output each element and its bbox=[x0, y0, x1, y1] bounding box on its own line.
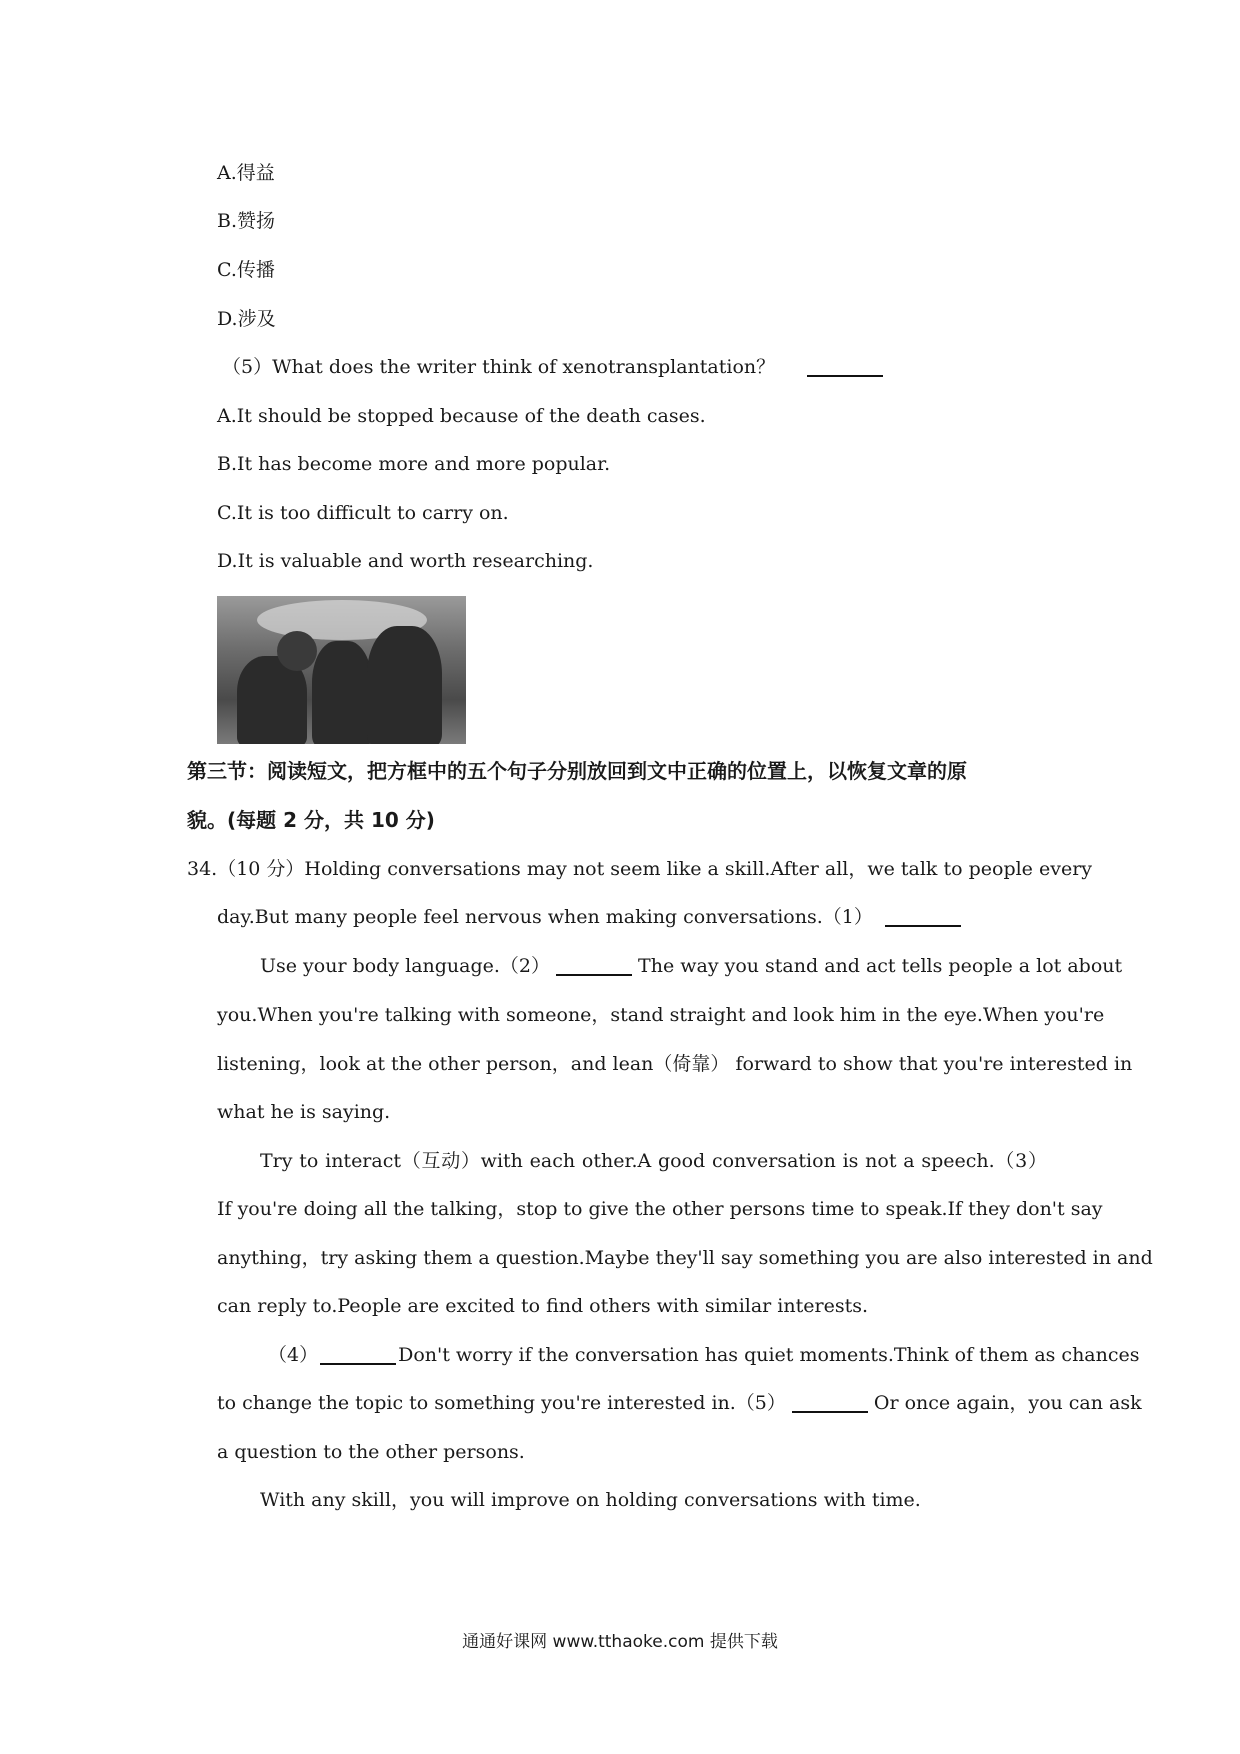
option-a: A.得益 bbox=[217, 162, 275, 184]
option-b: B.赞扬 bbox=[217, 210, 276, 232]
q34-line2 bbox=[217, 908, 967, 927]
q5-option-c: C.It is too difficult to carry on. bbox=[217, 502, 509, 524]
p4-line2-start: to change the topic to something you're interested in.（5） bbox=[217, 1392, 786, 1414]
option-d: D.涉及 bbox=[217, 308, 276, 330]
p4-start: （4） bbox=[268, 1344, 319, 1366]
p2-start: Use your body language.（2） bbox=[260, 955, 551, 977]
section-heading-line1: 第三节：阅读短文，把方框中的五个句子分别放回到文中正确的位置上，以恢复文章的原 bbox=[187, 759, 967, 783]
p2-line4: what he is saying. bbox=[217, 1101, 391, 1123]
page-footer: 通通好课网 www.tthaoke.com 提供下载 bbox=[462, 1632, 778, 1652]
p3-line3: anything，try asking them a question.Maybe they'll say something you are also interested in and bbox=[217, 1247, 1153, 1269]
answer-blank-1 bbox=[885, 925, 961, 927]
question-5-stem: （5）What does the writer think of xenotransplantation？ bbox=[222, 356, 776, 378]
p3-line4: can reply to.People are excited to find others with similar interests. bbox=[217, 1295, 869, 1317]
q5-option-d: D.It is valuable and worth researching. bbox=[217, 550, 594, 572]
q34-line1: 34.（10 分）Holding conversations may not seem like a skill.After all，we talk to people every bbox=[187, 858, 1093, 880]
p4-line1 bbox=[268, 1344, 1140, 1366]
p2-line2: you.When you're talking with someone，stand straight and look him in the eye.When you're bbox=[217, 1004, 1105, 1026]
q5-option-a: A.It should be stopped because of the death cases. bbox=[217, 405, 706, 427]
section-heading-line2: 貌。(每题 2 分，共 10 分) bbox=[187, 808, 435, 832]
answer-blank-4 bbox=[320, 1363, 396, 1365]
answer-blank-2 bbox=[556, 974, 632, 976]
q34-line2-text: day.But many people feel nervous when making conversations.（1） bbox=[217, 906, 873, 928]
p4-end: Don't worry if the conversation has quiet moments.Think of them as chances bbox=[398, 1344, 1140, 1366]
q5-option-b: B.It has become more and more popular. bbox=[217, 453, 611, 475]
answer-blank bbox=[807, 375, 883, 377]
p3-line1: Try to interact（互动）with each other.A good conversation is not a speech.（3） bbox=[260, 1150, 1047, 1172]
p3-line2: If you're doing all the talking，stop to give the other persons time to speak.If they don't say bbox=[217, 1198, 1103, 1220]
p4-line2-end: Or once again，you can ask bbox=[873, 1392, 1142, 1414]
surgery-photo bbox=[217, 596, 466, 744]
question-5 bbox=[222, 358, 889, 377]
answer-blank-5 bbox=[792, 1411, 868, 1413]
option-c: C.传播 bbox=[217, 259, 275, 281]
p4-line3: a question to the other persons. bbox=[217, 1441, 525, 1463]
p2-end: The way you stand and act tells people a lot about bbox=[638, 955, 1123, 977]
p2-line1 bbox=[260, 955, 1123, 977]
p4-line2 bbox=[217, 1392, 1142, 1414]
p5-line1: With any skill，you will improve on holding conversations with time. bbox=[260, 1489, 921, 1511]
p2-line3: listening，look at the other person，and lean（倚靠） forward to show that you're interested in bbox=[217, 1053, 1133, 1075]
